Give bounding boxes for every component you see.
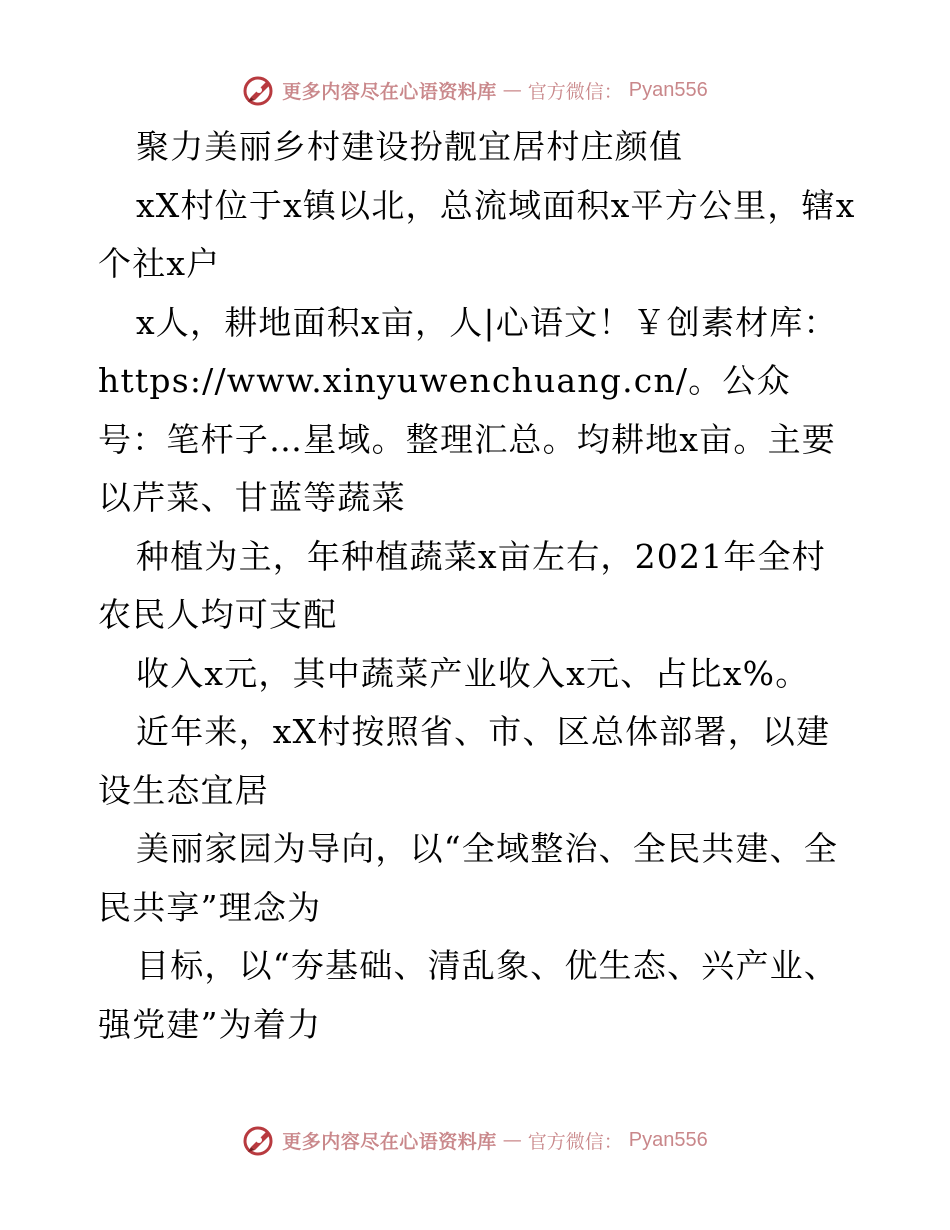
banner-separator: — (502, 1129, 522, 1151)
paragraph: 种植为主，年种植蔬菜x亩左右，2021年全村农民人均可支配 (98, 536, 826, 634)
banner-wechat-label: 官方微信： (527, 1130, 623, 1153)
banner-wechat-id: Pyan556 (628, 78, 708, 101)
banner-wechat-id: Pyan556 (628, 1128, 708, 1151)
document-body (98, 118, 858, 1054)
paragraph: 近年来，xX村按照省、市、区总体部署，以建设生态宜居 (98, 712, 831, 810)
document-title: 聚力美丽乡村建设扮靓宜居村庄颜值 (136, 127, 684, 166)
header-banner (0, 70, 950, 110)
banner-site-text: 更多内容尽在心语资料库 (282, 1130, 497, 1153)
footer-banner (0, 1120, 950, 1160)
banner-wechat-label: 官方微信： (527, 80, 623, 103)
pen-logo-icon (242, 73, 276, 107)
paragraph: 收入x元，其中蔬菜产业收入x元、占比x%。 (136, 653, 810, 693)
pen-logo-icon (242, 1123, 276, 1157)
banner-site-text: 更多内容尽在心语资料库 (282, 80, 497, 103)
paragraph: 美丽家园为导向，以“全域整治、全民共建、全民共享”理念为 (98, 829, 839, 927)
paragraph: xX村位于x镇以北，总流域面积x平方公里，辖x个社x户 (98, 185, 856, 283)
paragraph: 目标，以“夯基础、清乱象、优生态、兴产业、强党建”为着力 (98, 946, 839, 1044)
banner-separator: — (502, 79, 522, 101)
paragraph: x人，耕地面积x亩，人|心语文！￥创素材库：https://www.xinyuwenchuang.cn/。公众号：笔杆子…星域。整理汇总。均耕地x亩。主要以芹菜、甘蓝等蔬菜 (98, 302, 838, 517)
